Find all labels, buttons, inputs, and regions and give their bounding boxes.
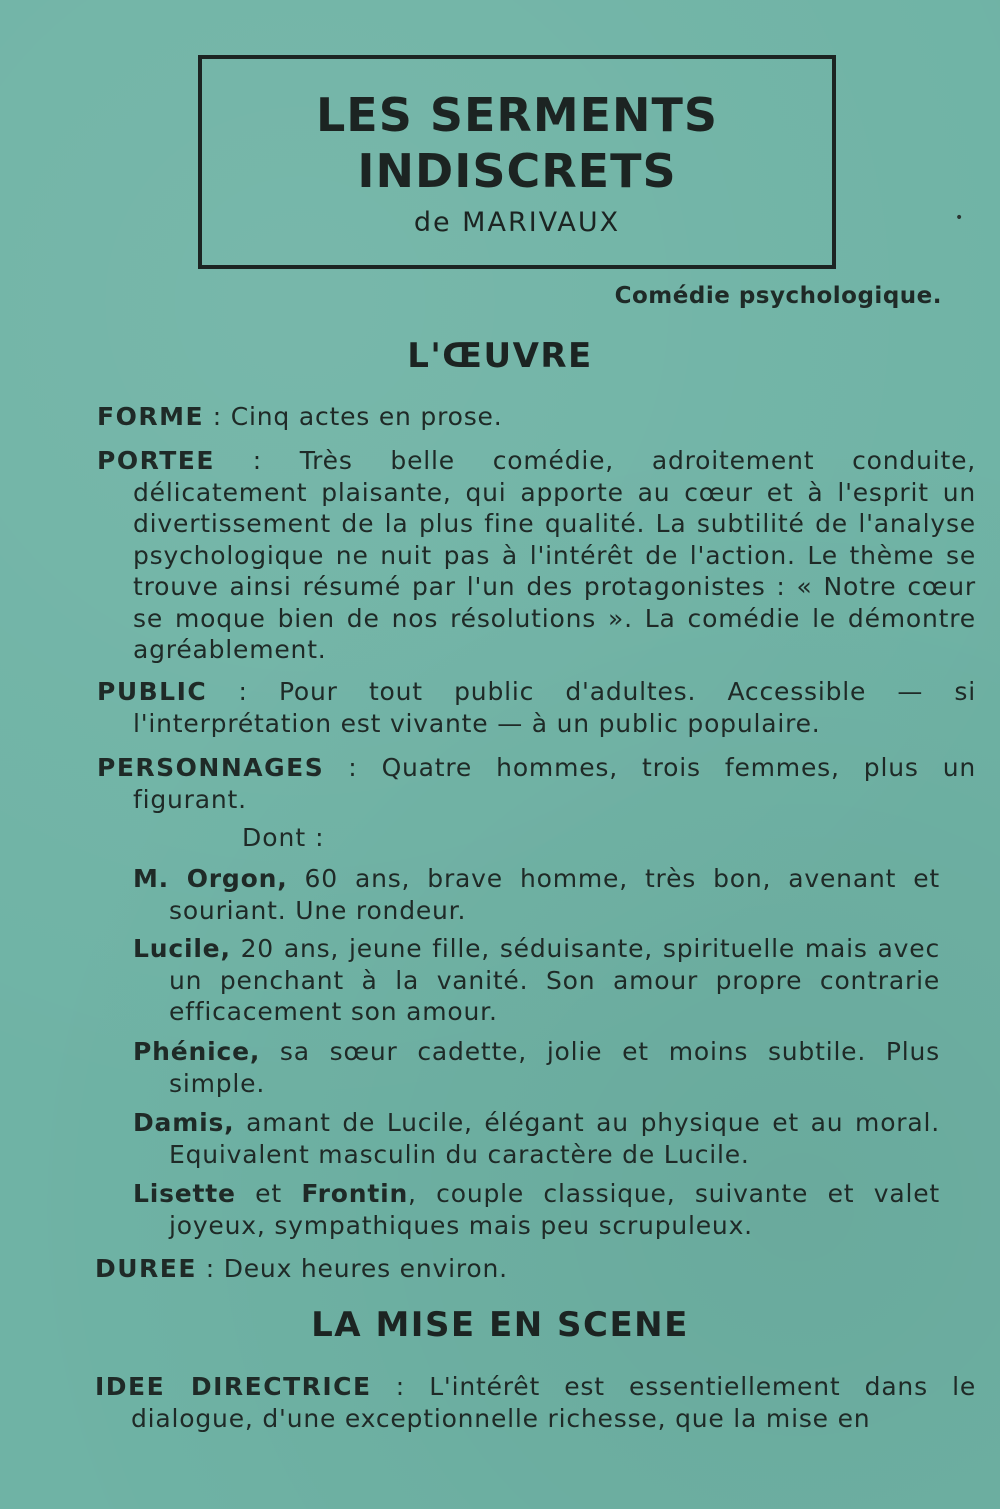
author-line: de MARIVAUX (413, 207, 621, 238)
character-damis (133, 1107, 940, 1170)
entry-key: PUBLIC (97, 677, 208, 706)
character-name-2: Frontin (301, 1179, 409, 1208)
character-description: sa sœur cadette, jolie et moins subtile. Plus simple. (169, 1037, 940, 1098)
entry-personnages (97, 752, 976, 815)
character-name: Phénice, (133, 1037, 261, 1066)
character-description: amant de Lucile, élégant au physique et au moral. Equivalent masculin du caractère de Lucile. (169, 1108, 940, 1169)
entry-separator: : (371, 1372, 430, 1401)
character-orgon (133, 863, 940, 926)
entry-key: FORME (97, 402, 205, 431)
character-phenice (133, 1036, 940, 1099)
entry-text: Quatre hommes, trois femmes, plus un figurant. (133, 753, 977, 814)
section-heading-oeuvre: L'ŒUVRE (407, 336, 593, 376)
entry-key: DUREE (95, 1254, 197, 1283)
entry-key: PERSONNAGES (97, 753, 325, 782)
character-description: 60 ans, brave homme, très bon, avenant et souriant. Une rondeur. (169, 864, 940, 925)
entry-text: Cinq actes en prose. (230, 402, 503, 431)
entry-idee-directrice (95, 1371, 976, 1434)
entry-text: Très belle comédie, adroitement conduite, délicatement plaisante, qui apporte au cœur et à l'esprit un divertissement de la plus fine qualité. La subtilité de l'analyse psychologique ne nuit pas à l'intérêt de l'action. Le thème se trouve ainsi résumé par l'un des protagonistes : « Notre cœur se moque bien de nos résolutions ». La comédie le démontre agréablement. (133, 446, 977, 664)
character-name: Damis, (133, 1108, 235, 1137)
character-name: Lucile, (133, 934, 231, 963)
entry-separator: : (207, 677, 279, 706)
character-connector: et (235, 1179, 302, 1208)
entry-separator: : (214, 446, 300, 475)
entry-separator: : (196, 1254, 224, 1283)
personnages-dont: Dont : (242, 823, 325, 852)
character-lucile (133, 933, 940, 1028)
character-name: M. Orgon, (133, 864, 288, 893)
character-description: , couple classique, suivante et valet joyeux, sympathiques mais peu scrupuleux. (169, 1179, 940, 1240)
entry-duree (95, 1253, 938, 1285)
paper-speck: • (955, 210, 964, 226)
character-name: Lisette (133, 1179, 236, 1208)
title-line-1: LES SERMENTS (315, 88, 719, 142)
entry-key: PORTEE (97, 446, 215, 475)
section-heading-mise-en-scene: LA MISE EN SCENE (311, 1305, 689, 1345)
entry-text: Deux heures environ. (223, 1254, 508, 1283)
genre-label: Comédie psychologique. (614, 283, 942, 309)
entry-public (97, 676, 976, 739)
entry-key: IDEE DIRECTRICE (95, 1372, 372, 1401)
entry-separator: : (324, 753, 382, 782)
title-frame (198, 55, 836, 269)
entry-separator: : (204, 402, 231, 431)
entry-text: L'intérêt est essentiellement dans le dialogue, d'une exceptionnelle richesse, que la mise en (131, 1372, 977, 1433)
entry-text: Pour tout public d'adultes. Accessible — si l'interprétation est vivante — à un public populaire. (133, 677, 976, 738)
entry-portee (97, 445, 976, 666)
entry-forme (97, 401, 940, 433)
character-lisette-frontin (133, 1178, 940, 1241)
title-line-2: INDISCRETS (357, 144, 677, 198)
character-description: 20 ans, jeune fille, séduisante, spirituelle mais avec un penchant à la vanité. Son amour propre contrarie efficacement son amour. (169, 934, 940, 1026)
